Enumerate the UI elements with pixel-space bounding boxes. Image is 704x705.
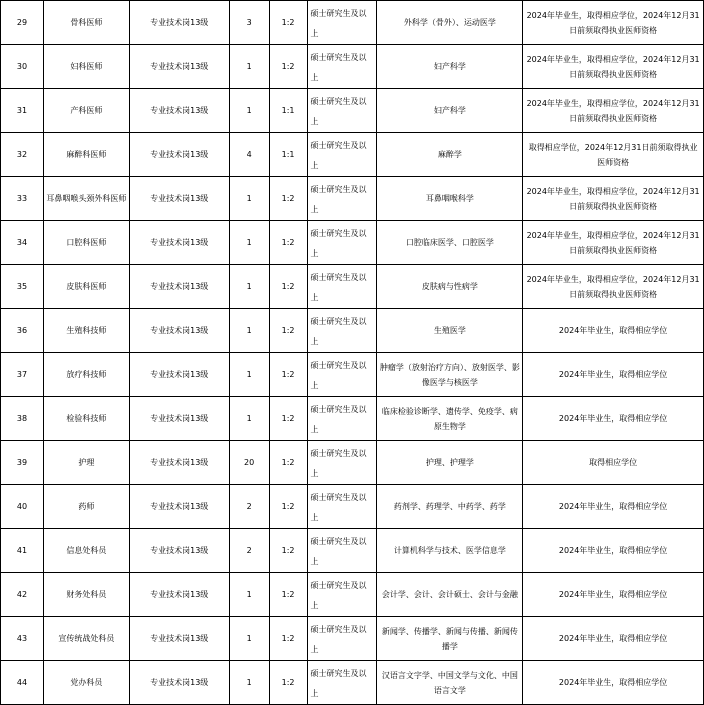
hiring-count: 1 — [246, 414, 252, 423]
education-cell — [307, 45, 377, 89]
position-level: 专业技术岗13级 — [150, 106, 209, 115]
exam-ratio: 1:2 — [281, 62, 295, 71]
major-requirement: 护理、护理学 — [425, 458, 474, 467]
major-cell — [377, 177, 523, 221]
count-cell — [229, 45, 269, 89]
education-requirement: 硕士研究生及以上 — [310, 361, 367, 390]
education-requirement: 硕士研究生及以上 — [310, 669, 367, 698]
position-name: 皮肤科医师 — [66, 282, 107, 291]
other-cell — [523, 661, 704, 705]
major-cell — [377, 441, 523, 485]
count-cell — [229, 221, 269, 265]
position-cell — [43, 45, 129, 89]
major-cell — [377, 617, 523, 661]
ratio-cell — [269, 265, 307, 309]
position-level: 专业技术岗13级 — [150, 502, 209, 511]
other-requirement: 2024年毕业生，取得相应学位 — [558, 414, 668, 423]
position-cell — [43, 177, 129, 221]
other-requirement: 2024年毕业生，取得相应学位 — [558, 546, 668, 555]
table-row — [1, 133, 704, 177]
count-cell — [229, 617, 269, 661]
major-requirement: 耳鼻咽喉科学 — [425, 194, 474, 203]
education-requirement: 硕士研究生及以上 — [310, 493, 367, 522]
education-requirement: 硕士研究生及以上 — [310, 97, 367, 126]
table-row — [1, 485, 704, 529]
hiring-count: 4 — [246, 150, 252, 159]
exam-ratio: 1:2 — [281, 502, 295, 511]
row-number: 31 — [16, 106, 28, 115]
position-name: 药师 — [78, 502, 95, 511]
ratio-cell — [269, 45, 307, 89]
education-cell — [307, 265, 377, 309]
position-name: 耳鼻咽喉头颈外科医师 — [46, 194, 127, 203]
ratio-cell — [269, 221, 307, 265]
count-cell — [229, 573, 269, 617]
row-number: 30 — [16, 62, 28, 71]
row-number-cell — [1, 221, 44, 265]
other-requirement: 2024年毕业生，取得相应学位，2024年12月31日前须取得执业医师资格 — [526, 98, 700, 123]
position-name: 宣传统战处科员 — [58, 634, 115, 643]
other-requirement: 2024年毕业生，取得相应学位 — [558, 502, 668, 511]
row-number: 38 — [16, 414, 28, 423]
position-name: 护理 — [78, 458, 95, 467]
exam-ratio: 1:2 — [281, 546, 295, 555]
ratio-cell — [269, 177, 307, 221]
hiring-count: 1 — [246, 326, 252, 335]
count-cell — [229, 441, 269, 485]
other-cell — [523, 177, 704, 221]
position-name: 财务处科员 — [66, 590, 107, 599]
position-cell — [43, 89, 129, 133]
other-cell — [523, 441, 704, 485]
exam-ratio: 1:1 — [281, 150, 295, 159]
position-level: 专业技术岗13级 — [150, 678, 209, 687]
major-requirement: 汉语言文字学、中国文学与文化、中国语言文学 — [381, 670, 518, 695]
ratio-cell — [269, 661, 307, 705]
major-cell — [377, 221, 523, 265]
row-number-cell — [1, 45, 44, 89]
level-cell — [129, 1, 229, 45]
ratio-cell — [269, 441, 307, 485]
hiring-count: 1 — [246, 238, 252, 247]
other-cell — [523, 45, 704, 89]
position-cell — [43, 309, 129, 353]
position-name: 生殖科技师 — [66, 326, 107, 335]
other-cell — [523, 133, 704, 177]
position-name: 放疗科技师 — [66, 370, 107, 379]
major-cell — [377, 133, 523, 177]
major-requirement: 生殖医学 — [433, 326, 466, 335]
hiring-count: 1 — [246, 106, 252, 115]
position-level: 专业技术岗13级 — [150, 194, 209, 203]
row-number-cell — [1, 89, 44, 133]
other-requirement: 2024年毕业生，取得相应学位，2024年12月31日前须取得执业医师资格 — [526, 10, 700, 35]
position-cell — [43, 221, 129, 265]
level-cell — [129, 573, 229, 617]
row-number: 32 — [16, 150, 28, 159]
row-number-cell — [1, 397, 44, 441]
other-requirement: 2024年毕业生，取得相应学位，2024年12月31日前须取得执业医师资格 — [526, 274, 700, 299]
count-cell — [229, 1, 269, 45]
level-cell — [129, 441, 229, 485]
education-requirement: 硕士研究生及以上 — [310, 229, 367, 258]
level-cell — [129, 353, 229, 397]
major-requirement: 肿瘤学（放射治疗方向）、放射医学、影像医学与核医学 — [379, 362, 520, 387]
count-cell — [229, 133, 269, 177]
table-row — [1, 441, 704, 485]
ratio-cell — [269, 397, 307, 441]
table-body — [1, 1, 704, 705]
education-requirement: 硕士研究生及以上 — [310, 9, 367, 38]
exam-ratio: 1:2 — [281, 414, 295, 423]
other-cell — [523, 397, 704, 441]
row-number-cell — [1, 133, 44, 177]
row-number: 43 — [16, 634, 28, 643]
row-number: 37 — [16, 370, 28, 379]
major-requirement: 新闻学、传播学、新闻与传播、新闻传播学 — [381, 626, 518, 651]
position-name: 妇科医师 — [70, 62, 103, 71]
table-row — [1, 529, 704, 573]
education-requirement: 硕士研究生及以上 — [310, 449, 367, 478]
position-name: 产科医师 — [70, 106, 103, 115]
exam-ratio: 1:2 — [281, 678, 295, 687]
count-cell — [229, 265, 269, 309]
other-requirement: 2024年毕业生，取得相应学位，2024年12月31日前须取得执业医师资格 — [526, 54, 700, 79]
major-cell — [377, 353, 523, 397]
education-cell — [307, 177, 377, 221]
row-number: 33 — [16, 194, 28, 203]
education-requirement: 硕士研究生及以上 — [310, 317, 367, 346]
other-requirement: 取得相应学位，2024年12月31日前须取得执业医师资格 — [528, 142, 698, 167]
position-name: 党办科员 — [70, 678, 103, 687]
other-requirement: 2024年毕业生，取得相应学位 — [558, 678, 668, 687]
row-number: 34 — [16, 238, 28, 247]
table-row — [1, 221, 704, 265]
row-number: 40 — [16, 502, 28, 511]
exam-ratio: 1:2 — [281, 458, 295, 467]
exam-ratio: 1:2 — [281, 634, 295, 643]
ratio-cell — [269, 353, 307, 397]
major-cell — [377, 661, 523, 705]
major-requirement: 外科学（骨外）、运动医学 — [403, 18, 496, 27]
row-number: 39 — [16, 458, 28, 467]
table-row — [1, 309, 704, 353]
level-cell — [129, 221, 229, 265]
table-row — [1, 177, 704, 221]
hiring-count: 1 — [246, 678, 252, 687]
row-number: 42 — [16, 590, 28, 599]
other-requirement: 2024年毕业生，取得相应学位，2024年12月31日前须取得执业医师资格 — [526, 230, 700, 255]
education-requirement: 硕士研究生及以上 — [310, 185, 367, 214]
other-cell — [523, 573, 704, 617]
row-number: 41 — [16, 546, 28, 555]
ratio-cell — [269, 573, 307, 617]
hiring-count: 20 — [244, 458, 255, 467]
hiring-count: 2 — [246, 502, 252, 511]
other-cell — [523, 529, 704, 573]
other-cell — [523, 265, 704, 309]
education-cell — [307, 661, 377, 705]
position-cell — [43, 617, 129, 661]
major-cell — [377, 529, 523, 573]
other-cell — [523, 353, 704, 397]
major-requirement: 妇产科学 — [433, 62, 466, 71]
table-row — [1, 573, 704, 617]
count-cell — [229, 485, 269, 529]
row-number-cell — [1, 529, 44, 573]
table-row — [1, 45, 704, 89]
position-level: 专业技术岗13级 — [150, 150, 209, 159]
education-requirement: 硕士研究生及以上 — [310, 405, 367, 434]
table-row — [1, 89, 704, 133]
count-cell — [229, 89, 269, 133]
education-cell — [307, 1, 377, 45]
level-cell — [129, 133, 229, 177]
count-cell — [229, 353, 269, 397]
major-cell — [377, 45, 523, 89]
position-cell — [43, 573, 129, 617]
level-cell — [129, 661, 229, 705]
level-cell — [129, 397, 229, 441]
ratio-cell — [269, 617, 307, 661]
education-requirement: 硕士研究生及以上 — [310, 625, 367, 654]
level-cell — [129, 265, 229, 309]
education-cell — [307, 441, 377, 485]
position-name: 检验科技师 — [66, 414, 107, 423]
level-cell — [129, 529, 229, 573]
table-row — [1, 353, 704, 397]
position-level: 专业技术岗13级 — [150, 326, 209, 335]
row-number-cell — [1, 441, 44, 485]
other-cell — [523, 485, 704, 529]
other-cell — [523, 89, 704, 133]
ratio-cell — [269, 309, 307, 353]
education-cell — [307, 309, 377, 353]
count-cell — [229, 529, 269, 573]
education-cell — [307, 485, 377, 529]
position-name: 麻醉科医师 — [66, 150, 107, 159]
education-cell — [307, 353, 377, 397]
major-cell — [377, 485, 523, 529]
other-requirement: 2024年毕业生，取得相应学位 — [558, 590, 668, 599]
other-requirement: 取得相应学位 — [589, 458, 638, 467]
position-level: 专业技术岗13级 — [150, 414, 209, 423]
row-number-cell — [1, 265, 44, 309]
row-number-cell — [1, 309, 44, 353]
other-requirement: 2024年毕业生，取得相应学位 — [558, 370, 668, 379]
position-level: 专业技术岗13级 — [150, 282, 209, 291]
ratio-cell — [269, 485, 307, 529]
row-number: 44 — [16, 678, 28, 687]
exam-ratio: 1:2 — [281, 194, 295, 203]
education-requirement: 硕士研究生及以上 — [310, 141, 367, 170]
position-cell — [43, 353, 129, 397]
row-number-cell — [1, 177, 44, 221]
education-cell — [307, 573, 377, 617]
ratio-cell — [269, 133, 307, 177]
other-cell — [523, 1, 704, 45]
ratio-cell — [269, 529, 307, 573]
position-level: 专业技术岗13级 — [150, 238, 209, 247]
position-name: 口腔科医师 — [66, 238, 107, 247]
table-row — [1, 1, 704, 45]
position-cell — [43, 661, 129, 705]
exam-ratio: 1:2 — [281, 18, 295, 27]
ratio-cell — [269, 1, 307, 45]
hiring-count: 2 — [246, 546, 252, 555]
hiring-count: 1 — [246, 370, 252, 379]
position-cell — [43, 485, 129, 529]
education-requirement: 硕士研究生及以上 — [310, 581, 367, 610]
row-number-cell — [1, 485, 44, 529]
major-cell — [377, 89, 523, 133]
education-cell — [307, 89, 377, 133]
exam-ratio: 1:2 — [281, 238, 295, 247]
other-cell — [523, 309, 704, 353]
position-cell — [43, 265, 129, 309]
row-number: 35 — [16, 282, 28, 291]
hiring-count: 1 — [246, 62, 252, 71]
education-requirement: 硕士研究生及以上 — [310, 53, 367, 82]
education-cell — [307, 221, 377, 265]
position-cell — [43, 133, 129, 177]
hiring-count: 1 — [246, 590, 252, 599]
exam-ratio: 1:1 — [281, 106, 295, 115]
level-cell — [129, 45, 229, 89]
major-requirement: 麻醉学 — [437, 150, 462, 159]
hiring-count: 3 — [246, 18, 252, 27]
count-cell — [229, 177, 269, 221]
other-requirement: 2024年毕业生，取得相应学位 — [558, 326, 668, 335]
count-cell — [229, 397, 269, 441]
count-cell — [229, 309, 269, 353]
row-number-cell — [1, 353, 44, 397]
major-requirement: 口腔临床医学、口腔医学 — [405, 238, 494, 247]
count-cell — [229, 661, 269, 705]
other-requirement: 2024年毕业生，取得相应学位，2024年12月31日前须取得执业医师资格 — [526, 186, 700, 211]
position-level: 专业技术岗13级 — [150, 590, 209, 599]
level-cell — [129, 177, 229, 221]
table-row — [1, 661, 704, 705]
other-cell — [523, 617, 704, 661]
level-cell — [129, 485, 229, 529]
exam-ratio: 1:2 — [281, 370, 295, 379]
table-row — [1, 265, 704, 309]
other-cell — [523, 221, 704, 265]
level-cell — [129, 309, 229, 353]
position-level: 专业技术岗13级 — [150, 62, 209, 71]
major-cell — [377, 573, 523, 617]
major-requirement: 药剂学、药理学、中药学、药学 — [393, 502, 506, 511]
education-requirement: 硕士研究生及以上 — [310, 537, 367, 566]
position-cell — [43, 441, 129, 485]
table-row — [1, 397, 704, 441]
major-cell — [377, 265, 523, 309]
hiring-count: 1 — [246, 282, 252, 291]
row-number: 36 — [16, 326, 28, 335]
level-cell — [129, 617, 229, 661]
position-level: 专业技术岗13级 — [150, 546, 209, 555]
level-cell — [129, 89, 229, 133]
position-level: 专业技术岗13级 — [150, 458, 209, 467]
exam-ratio: 1:2 — [281, 590, 295, 599]
other-requirement: 2024年毕业生，取得相应学位 — [558, 634, 668, 643]
major-cell — [377, 1, 523, 45]
position-cell — [43, 397, 129, 441]
hiring-count: 1 — [246, 194, 252, 203]
row-number-cell — [1, 661, 44, 705]
position-cell — [43, 1, 129, 45]
position-cell — [43, 529, 129, 573]
row-number-cell — [1, 1, 44, 45]
education-cell — [307, 529, 377, 573]
table-row — [1, 617, 704, 661]
exam-ratio: 1:2 — [281, 282, 295, 291]
education-cell — [307, 397, 377, 441]
education-requirement: 硕士研究生及以上 — [310, 273, 367, 302]
position-level: 专业技术岗13级 — [150, 18, 209, 27]
major-requirement: 计算机科学与技术、医学信息学 — [393, 546, 506, 555]
hiring-count: 1 — [246, 634, 252, 643]
major-cell — [377, 397, 523, 441]
major-requirement: 皮肤病与性病学 — [421, 282, 478, 291]
education-cell — [307, 617, 377, 661]
position-level: 专业技术岗13级 — [150, 634, 209, 643]
row-number-cell — [1, 573, 44, 617]
row-number: 29 — [16, 18, 28, 27]
position-name: 骨科医师 — [70, 18, 103, 27]
major-requirement: 会计学、会计、会计硕士、会计与金融 — [381, 590, 518, 599]
major-cell — [377, 309, 523, 353]
position-name: 信息处科员 — [66, 546, 107, 555]
major-requirement: 临床检验诊断学、遗传学、免疫学、病原生物学 — [381, 406, 518, 431]
row-number-cell — [1, 617, 44, 661]
position-level: 专业技术岗13级 — [150, 370, 209, 379]
major-requirement: 妇产科学 — [433, 106, 466, 115]
exam-ratio: 1:2 — [281, 326, 295, 335]
education-cell — [307, 133, 377, 177]
ratio-cell — [269, 89, 307, 133]
